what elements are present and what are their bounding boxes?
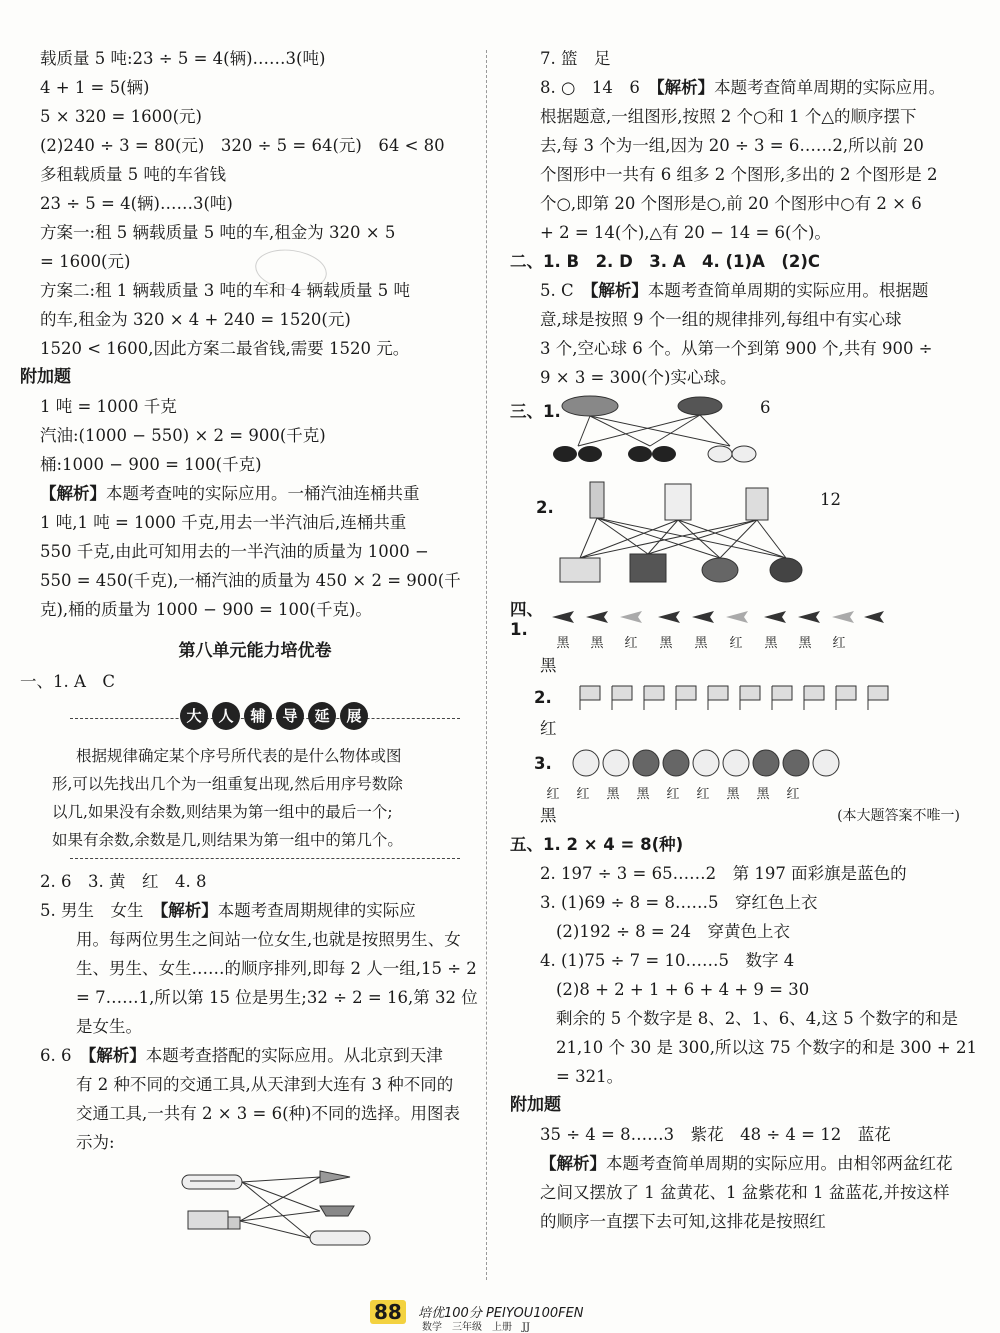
mark: 红 [729, 636, 743, 651]
text-line: + 2 = 14(个),△有 20 − 14 = 6(个)。 [540, 223, 831, 242]
text-line: 是女生。 [76, 1017, 142, 1036]
text-line: 生、男生、女生……的顺序排列,即每 2 人一组,15 ÷ 2 [76, 959, 477, 978]
mark: 黑 [726, 787, 740, 802]
marks-row [510, 632, 960, 651]
mark: 红 [666, 787, 680, 802]
plane-icon [320, 1171, 350, 1183]
mark: 黑 [659, 636, 673, 651]
text-line: 21,10 个 30 是 300,所以这 75 个数字的和是 300 + 21 [556, 1038, 977, 1057]
section-4-1: 四、1. 黑 黑 红 黑 黑 红 黑 黑 红 黑 [510, 602, 960, 680]
section-3-2: 2. 12 [510, 478, 960, 598]
train-icon-2 [310, 1231, 370, 1245]
tip-line: 以几,如果没有余数,则结果为第一组中的最后一个; [52, 803, 393, 821]
mark: 黑 [636, 787, 650, 802]
text-line: 有 2 种不同的交通工具,从天津到大连有 3 种不同的 [76, 1075, 454, 1094]
tip-banner [40, 702, 470, 736]
answer-after: 黑 [540, 656, 557, 675]
note: (本大题答案不唯一) [837, 808, 960, 824]
mark: 红 [624, 636, 638, 651]
hat-icon [562, 396, 618, 416]
text-line: = 7……1,所以第 15 位是男生;32 ÷ 2 = 16,第 32 位 [76, 988, 478, 1007]
bottle-icon [590, 482, 604, 518]
truck-icon [188, 1211, 240, 1229]
text-line: 23 ÷ 5 = 4(辆)……3(吨) [40, 194, 233, 213]
footer-subtitle: 数学 三年级 上册 JJ [422, 1322, 531, 1333]
extra-heading: 附加题 [20, 367, 71, 387]
column-divider [486, 50, 487, 1280]
mark: 红 [546, 787, 560, 802]
section-4-3: 3. 红 红 黑 黑 红 红 黑 黑 红 黑 (本大题答案不唯一) [510, 743, 960, 830]
question-1: 一、1. A C [20, 672, 116, 691]
text-line: 550 = 450(千克),一桶汽油的质量为 450 × 2 = 900(千 [40, 571, 461, 590]
answer-after: 黑 [540, 806, 557, 825]
text-line: 个○,即第 20 个图形是○,前 20 个图形中○有 2 × 6 [540, 194, 922, 213]
text-line: = 1600(元) [40, 252, 131, 271]
text-line: 2. 197 ÷ 3 = 65……2 第 197 面彩旗是蓝色的 [540, 864, 907, 883]
sausage-icon [770, 558, 802, 582]
hats-glasses-diagram [550, 392, 770, 472]
text-line: 意,球是按照 9 个一组的规律排列,每组中有实心球 [540, 310, 902, 329]
text-line: 剩余的 5 个数字是 8、2、1、6、4,这 5 个数字的和是 [556, 1009, 958, 1028]
text-line: = 321。 [556, 1067, 624, 1086]
cap-icon [678, 397, 722, 415]
text-line: 示为: [76, 1133, 115, 1152]
answer-value: 12 [820, 490, 841, 509]
planes-row [546, 604, 886, 630]
text-line: 9 × 3 = 300(个)实心球。 [540, 368, 737, 387]
text-line: 之间又摆放了 1 盆黄花、1 盆紫花和 1 盆蓝花,并按这样 [540, 1183, 950, 1202]
text-line: 550 千克,由此可知用去的一半汽油的质量为 1000 − [40, 542, 429, 561]
banner-char: 延 [308, 702, 336, 730]
mark: 红 [832, 636, 846, 651]
text-line: 的顺序一直摆下去可知,这排花是按照红 [540, 1212, 826, 1231]
mark: 黑 [756, 787, 770, 802]
question-5: 5. 男生 女生 【解析】本题考查周期规律的实际应 [40, 901, 416, 920]
question-5: 5. C 【解析】本题考查简单周期的实际应用。根据题 [540, 281, 929, 300]
text-line: 1 吨,1 吨 = 1000 千克,用去一半汽油后,连桶共重 [40, 513, 407, 532]
extra-heading: 附加题 [510, 1095, 561, 1115]
question-7: 7. 篮 足 [540, 49, 611, 68]
text-line: 1 吨 = 1000 千克 [40, 397, 177, 416]
page-number: 88 [370, 1300, 406, 1324]
bears-row [570, 745, 870, 781]
text-line: 4 + 1 = 5(辆) [40, 78, 150, 97]
mark: 红 [696, 787, 710, 802]
question-8: 8. ○ 14 6 【解析】本题考查简单周期的实际应用。 [540, 78, 946, 97]
marks-row [510, 783, 960, 802]
mark: 红 [786, 787, 800, 802]
flags-row [570, 682, 910, 712]
tip-line: 根据规律确定某个序号所代表的是什么物体或图 [76, 747, 402, 765]
glasses-icon-2 [628, 446, 676, 462]
text-line: 5 × 320 = 1600(元) [40, 107, 202, 126]
text-line: 35 ÷ 4 = 8……3 紫花 48 ÷ 4 = 12 蓝花 [540, 1125, 891, 1144]
question-6: 6. 6 【解析】本题考查搭配的实际应用。从北京到天津 [40, 1046, 443, 1065]
text-line: 交通工具,一共有 2 × 3 = 6(种)不同的选择。用图表 [76, 1104, 460, 1123]
banner-char: 大 [180, 702, 208, 730]
section-3-1: 三、1. 6 [510, 392, 960, 472]
mark: 黑 [798, 636, 812, 651]
mark: 黑 [694, 636, 708, 651]
transport-diagram [180, 1161, 380, 1251]
text-line: 个图形中一共有 6 组多 2 个图形,多出的 2 个图形是 2 [540, 165, 938, 184]
section-2: 二、1. B 2. D 3. A 4. (1)A (2)C [510, 252, 821, 271]
text-line: 汽油:(1000 − 550) × 2 = 900(千克) [40, 426, 326, 445]
text-line: 方案一:租 5 辆载质量 5 吨的车,租金为 320 × 5 [40, 223, 396, 242]
text-line: 多租载质量 5 吨的车省钱 [40, 165, 226, 184]
analysis-line [40, 479, 470, 508]
question-2-4: 2. 6 3. 黄 红 4. 8 [40, 872, 207, 891]
mark: 黑 [764, 636, 778, 651]
section-4-2: 2. 红 [510, 680, 960, 743]
ship-icon [320, 1206, 354, 1216]
banner-char: 导 [276, 702, 304, 730]
text-line: 3. (1)69 ÷ 8 = 8……5 穿红色上衣 [540, 893, 818, 912]
milk-icon [665, 484, 691, 520]
mark: 黑 [606, 787, 620, 802]
brand-logo: 培优100分 PEIYOU100FEN [418, 1306, 584, 1321]
analysis-text: 本题考查吨的实际应用。一桶汽油连桶共重 [106, 484, 420, 503]
train-icon [182, 1175, 242, 1189]
banner-char: 辅 [244, 702, 272, 730]
text-line: (2)192 ÷ 8 = 24 穿黄色上衣 [556, 922, 790, 941]
text-line: 载质量 5 吨:23 ÷ 5 = 4(辆)……3(吨) [40, 49, 326, 68]
section-5: 五、1. 2 × 4 = 8(种) [510, 835, 684, 854]
tip-line: 形,可以先找出几个为一组重复出现,然后用序号数除 [52, 775, 403, 793]
mark: 黑 [556, 636, 570, 651]
bread-icon [560, 558, 600, 582]
mark: 黑 [590, 636, 604, 651]
answer-value: 6 [760, 398, 771, 417]
left-column [20, 44, 478, 1255]
text-line: (2)240 ÷ 3 = 80(元) 320 ÷ 5 = 64(元) 64 < 80 [40, 136, 445, 155]
text-line: 1520 < 1600,因此方案二最省钱,需要 1520 元。 [40, 339, 410, 358]
mark: 红 [576, 787, 590, 802]
analysis-tag: 【解析】 [40, 484, 106, 503]
answer-after: 红 [540, 719, 557, 738]
burger-icon [702, 558, 738, 582]
page-footer [360, 1300, 660, 1333]
text-line: 克),桶的质量为 1000 − 900 = 100(千克)。 [40, 600, 372, 619]
loaf-icon [630, 554, 666, 582]
banner-char: 人 [212, 702, 240, 730]
text-line: 桶:1000 − 900 = 100(千克) [40, 455, 262, 474]
section-title: 第八单元能力培优卷 [178, 641, 332, 661]
right-column [510, 44, 977, 1236]
tip-line: 如果有余数,余数是几,则结果为第一组中的第几个。 [52, 831, 403, 849]
analysis-line: 【解析】本题考查简单周期的实际应用。由相邻两盆红花 [540, 1154, 953, 1173]
glasses-icon-3 [708, 446, 756, 462]
text-line: 去,每 3 个为一组,因为 20 ÷ 3 = 6……2,所以前 20 [540, 136, 924, 155]
text-line: 方案二:租 1 辆载质量 3 吨的车和 4 辆载质量 5 吨 [40, 281, 411, 300]
text-line: (2)8 + 2 + 1 + 6 + 4 + 9 = 30 [556, 980, 810, 999]
tip-box [40, 742, 470, 854]
text-line: 的车,租金为 320 × 4 + 240 = 1520(元) [40, 310, 351, 329]
text-line: 根据题意,一组图形,按照 2 个○和 1 个△的顺序摆下 [540, 107, 917, 126]
glasses-icon [553, 446, 602, 462]
drinks-food-diagram [550, 478, 810, 598]
text-line: 用。每两位男生之间站一位女生,也就是按照男生、女 [76, 930, 461, 949]
cup-icon [746, 488, 768, 520]
text-line: 3 个,空心球 6 个。从第一个到第 900 个,共有 900 ÷ [540, 339, 933, 358]
banner-char: 展 [340, 702, 368, 730]
text-line: 4. (1)75 ÷ 7 = 10……5 数字 4 [540, 951, 795, 970]
